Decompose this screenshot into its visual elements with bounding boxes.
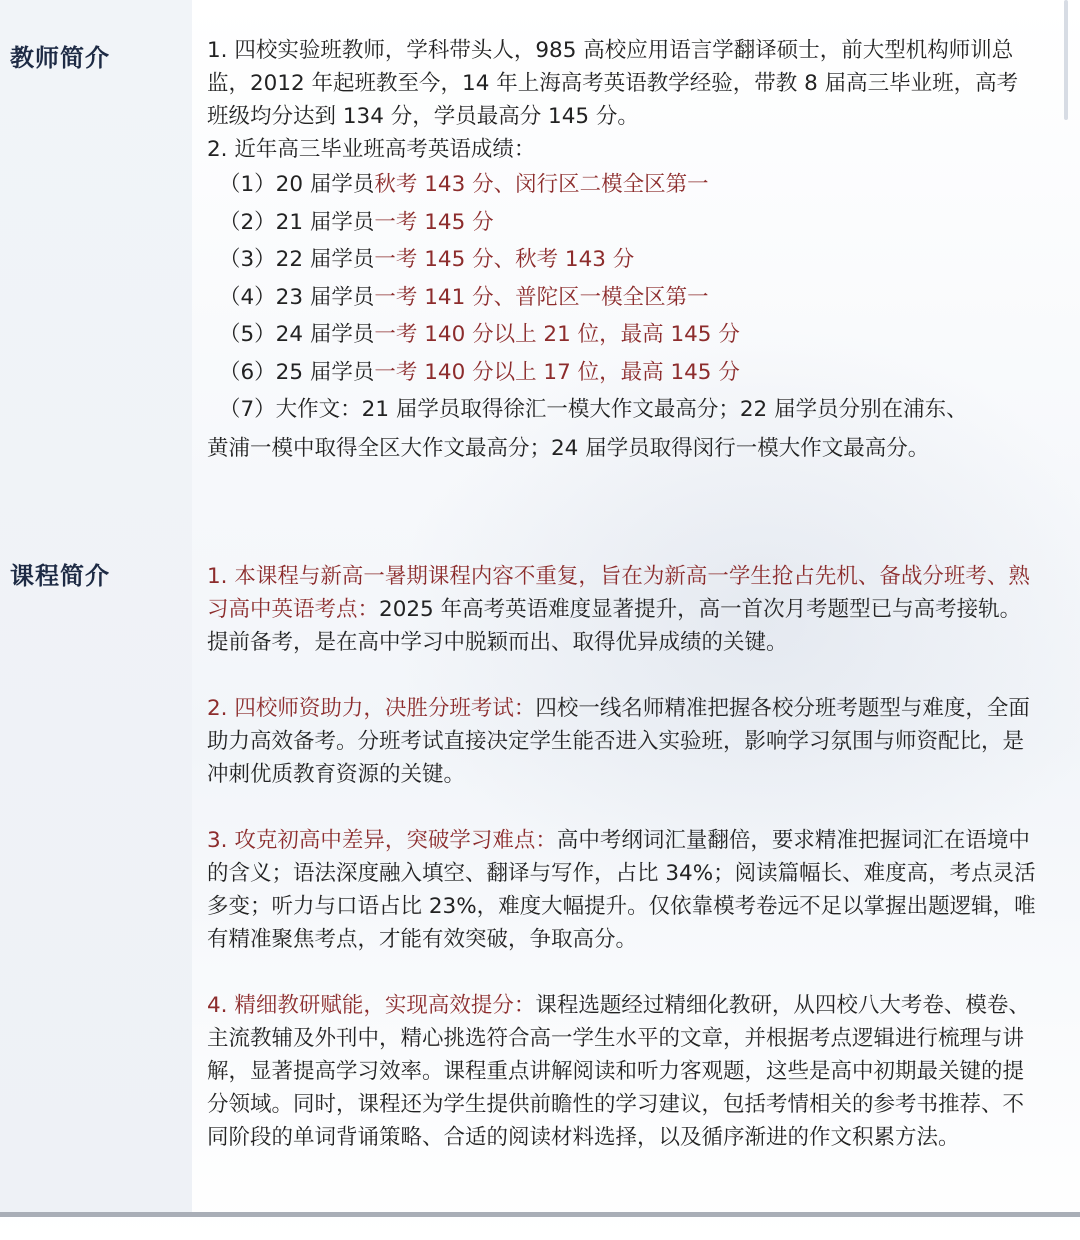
course-point-heading: 4. 精细教研赋能，实现高效提分： [207,993,536,1018]
teacher-intro-section [207,34,1037,469]
course-point-heading: 2. 四校师资助力，决胜分班考试： [207,696,536,721]
course-point-body: 课程选题经过精细化教研，从四校八大考卷、模卷、主流教辅及外刊中，精心挑选符合高一学生水平的文章，并根据考点逻辑进行梳理与讲解，显著提高学习效率。课程重点讲解阅读和听力客观题，这些是高中初期最关键的提分领域。同时，课程还为学生提供前瞻性的学习建议，包括考情相关的参考书推荐、不同阶段的单词背诵策略、合适的阅读材料选择，以及循序渐进的作文积累方法。 [207,993,1030,1150]
course-point-heading: 3. 攻克初高中差异，突破学习难点： [207,828,557,853]
bottom-divider [0,1212,1080,1217]
score-item [207,204,1037,242]
course-point-body: 四校一线名师精准把握各校分班考题型与难度，全面助力高效备考。分班考试直接决定学生能否进入实验班，影响学习氛围与师资配比，是冲刺优质教育资源的关键。 [207,696,1030,787]
essay-award-continuation: 黄浦一模中取得全区大作文最高分；24 届学员取得闵行一模大作文最高分。 [207,435,930,461]
course-point-body: 高中考纲词汇量翻倍，要求精准把握词汇在语境中的含义；语法深度融入填空、翻译与写作，占比 34%；阅读篇幅长、难度高，考点灵活多变；听力与口语占比 23%，难度大幅提升。仅依靠模考卷远不足以掌握出题逻辑，唯有精准聚焦考点，才能有效突破，争取高分。 [207,828,1036,952]
scrollbar[interactable] [1064,0,1068,120]
course-intro-section [207,560,1037,1154]
score-item-highlight: 一考 141 分、普陀区一模全区第一 [374,284,709,310]
essay-award-item: （7）大作文：21 届学员取得徐汇一模大作文最高分；22 届学员分别在浦东、 [219,397,968,422]
course-paragraph-1 [207,560,1037,659]
score-item-highlight: 一考 145 分、秋考 143 分 [374,247,635,272]
score-item-prefix: （2）21 届学员 [219,209,375,235]
score-item-highlight: 秋考 143 分、闵行区二模全区第一 [374,172,709,197]
score-item [207,241,1037,279]
score-item-highlight: 一考 140 分以上 21 位，最高 145 分 [374,322,740,347]
score-item [207,316,1037,354]
course-paragraph-4 [207,989,1037,1154]
course-paragraph-3 [207,824,1037,956]
score-item-highlight: 一考 145 分 [374,209,494,235]
course-paragraph-2 [207,692,1037,791]
teacher-paragraph-2: 2. 近年高三毕业班高考英语成绩： [207,137,536,162]
score-item [207,279,1037,317]
course-intro-label: 课程简介 [10,562,110,590]
teacher-paragraph-1: 1. 四校实验班教师，学科带头人，985 高校应用语言学翻译硕士，前大型机构师训总监，2012 年起班教至今，14 年上海高考英语教学经验，带教 8 届高三毕业班，高考班级均分达到 134 分，学员最高分 145 分。 [207,38,1019,129]
course-point-body: 2025 年高考英语难度显著提升，高一首次月考题型已与高考接轨。提前备考，是在高中学习中脱颖而出、取得优异成绩的关键。 [207,597,1022,655]
score-item-prefix: （6）25 届学员 [219,359,375,385]
label-column [0,0,192,1212]
score-item [207,166,1037,204]
course-point-heading: 1. 本课程与新高一暑期课程内容不重复，旨在为新高一学生抢占先机、备战分班考、熟习高中英语考点： [207,564,1030,622]
score-item-prefix: （5）24 届学员 [219,322,375,347]
score-item [207,354,1037,392]
teacher-intro-label: 教师简介 [10,44,110,72]
score-item-prefix: （3）22 届学员 [219,247,375,272]
score-item-prefix: （4）23 届学员 [219,284,375,310]
score-item-highlight: 一考 140 分以上 17 位，最高 145 分 [374,359,740,385]
score-item-prefix: （1）20 届学员 [219,172,375,197]
